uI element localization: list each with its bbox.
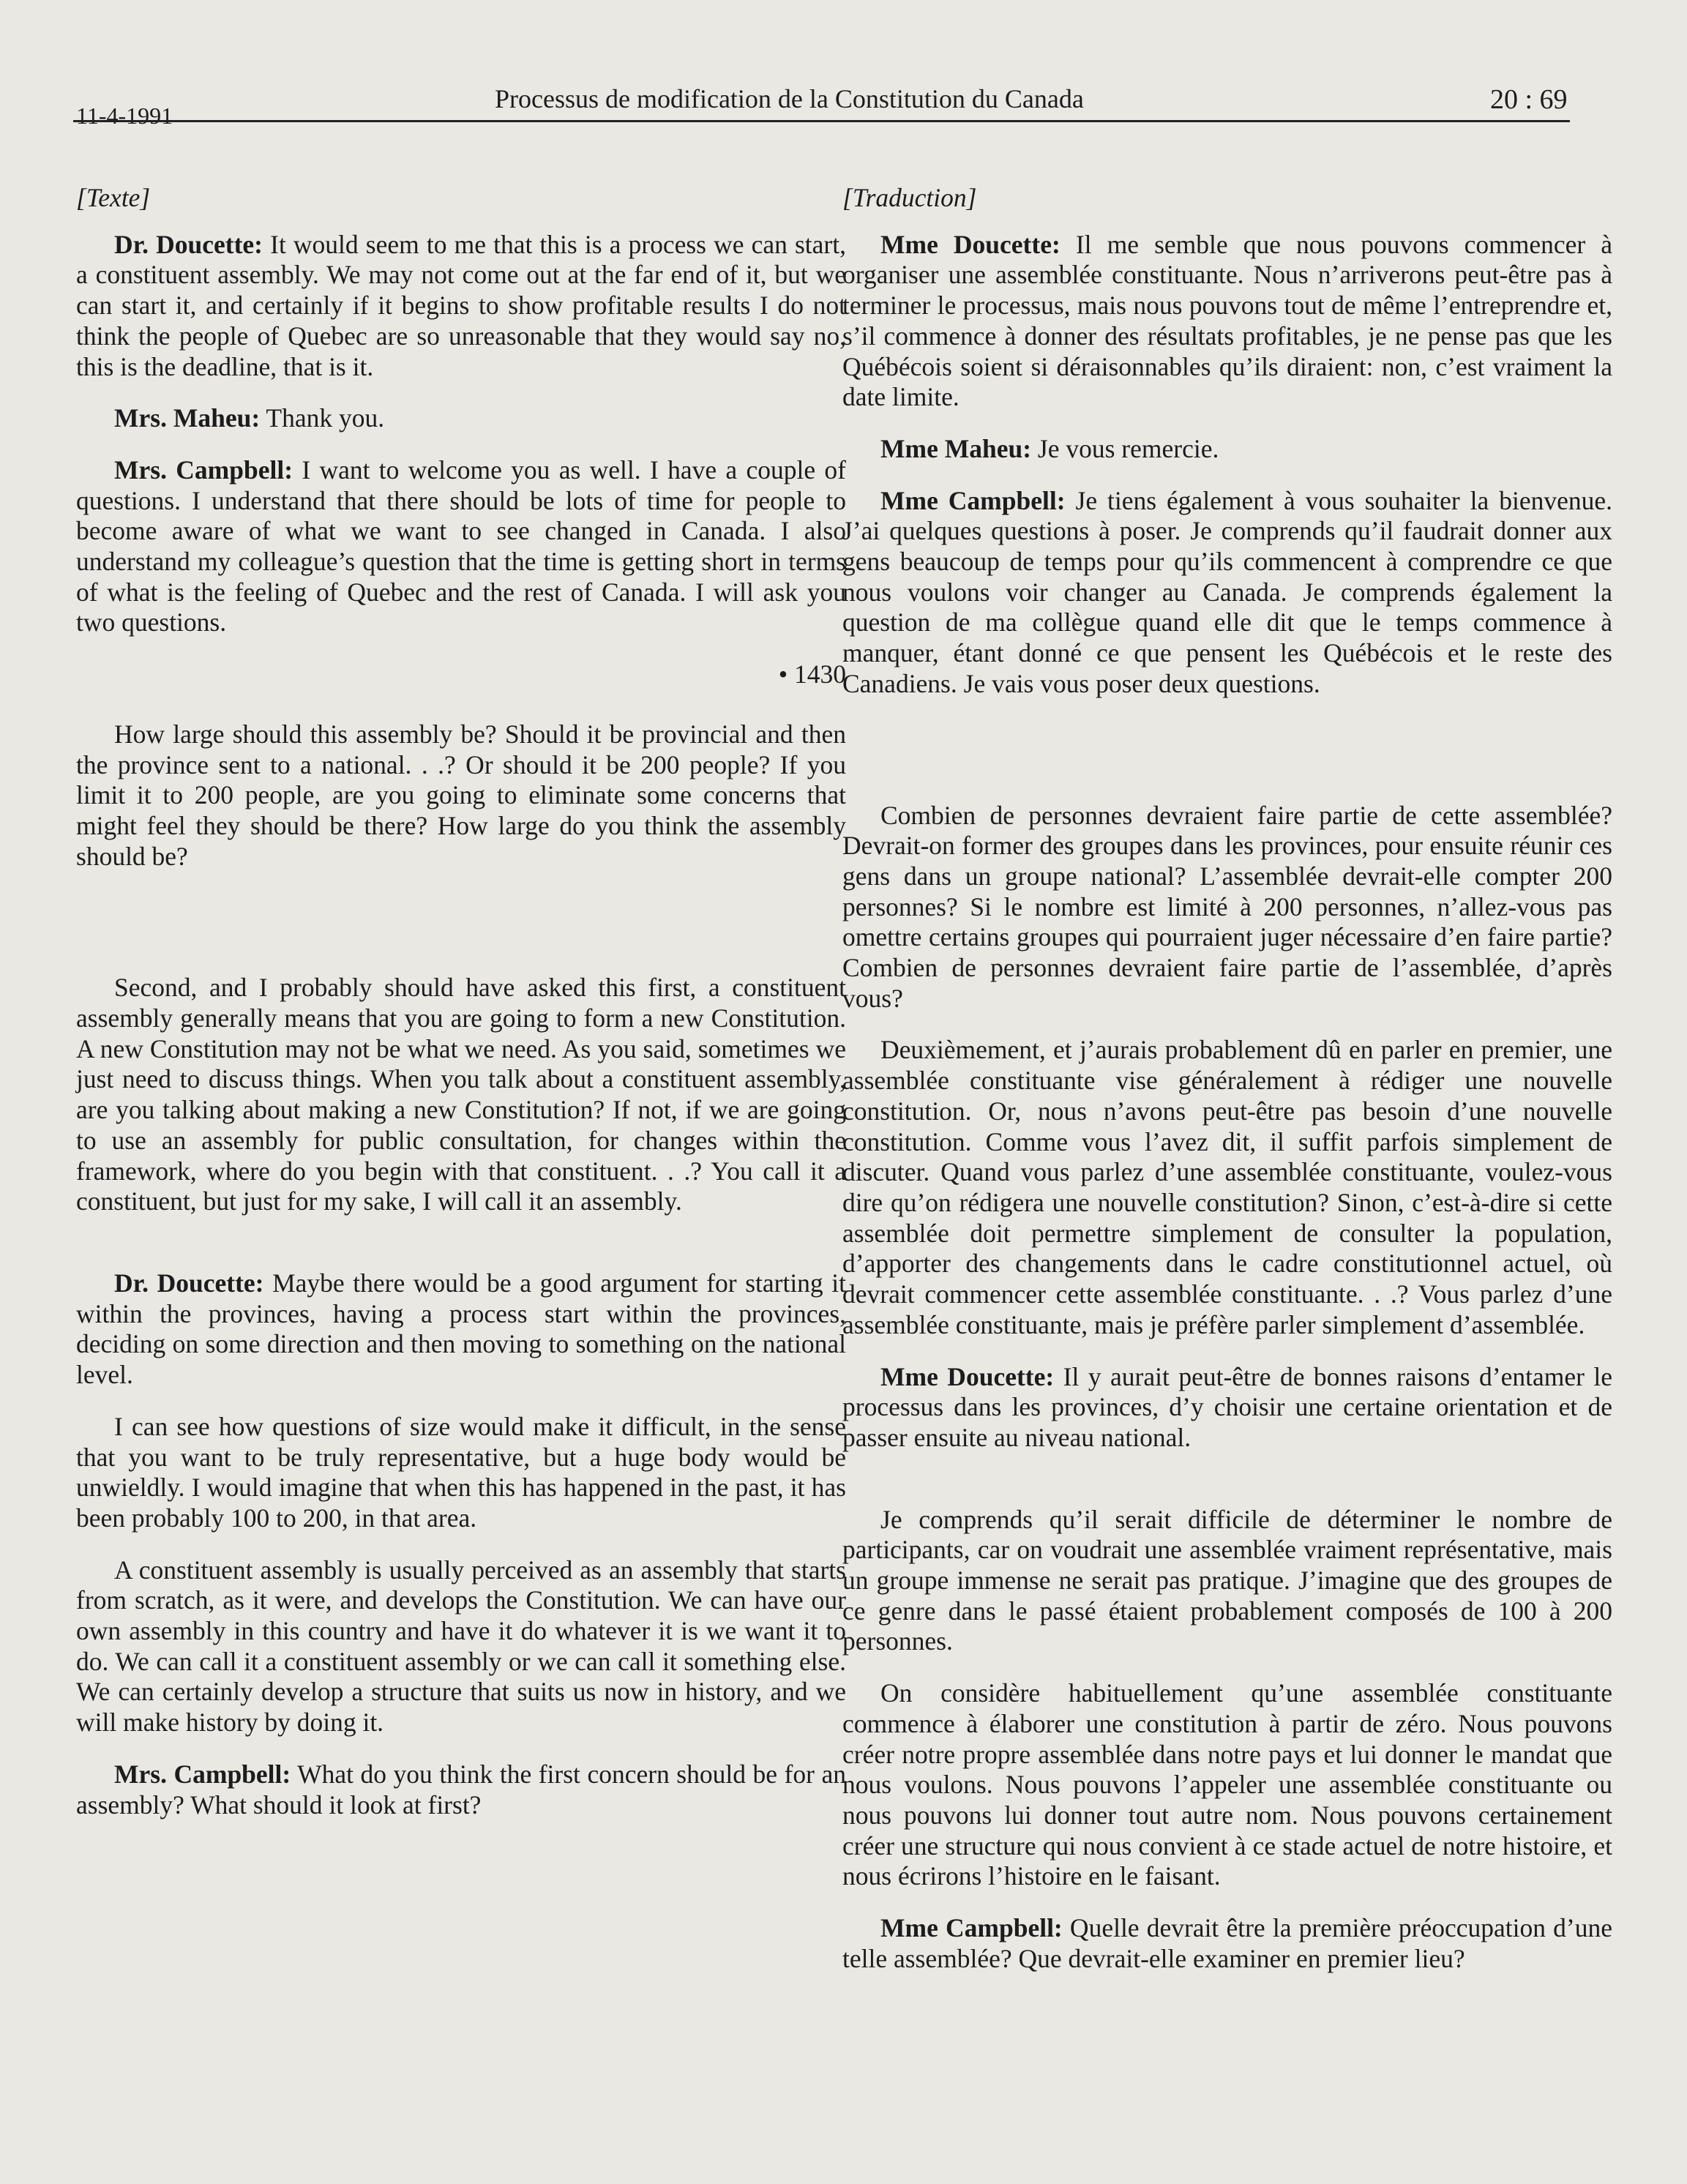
header-page-number: 20 : 69 xyxy=(1490,84,1568,115)
paragraph-text: Il y aurait peut-être de bonnes raisons d’entamer le processus dans les provinces, d’y choisir une certaine orientation et de passer ensuite au niveau national. xyxy=(842,1361,1613,1452)
paragraph xyxy=(76,455,846,638)
speaker-name: Dr. Doucette: xyxy=(114,229,263,259)
speaker-name: Mrs. Campbell: xyxy=(114,455,293,485)
paragraph-text: Thank you. xyxy=(260,403,385,433)
header-date: 11-4-1991 xyxy=(76,102,173,129)
paragraph xyxy=(76,1268,846,1391)
paragraph: Combien de personnes devraient faire partie de cette assemblée? Devrait-on former des groupes dans les provinces, pour ensuite réunir ces gens dans un groupe national? L’assemblée devrait-elle compter 200 personnes? Si le nombre est limité à 200 personnes, n’allez-vous pas omettre certains groupes qui pourraient juger nécessaire d’en faire partie? Combien de personnes devraient faire partie de l’assemblée, d’après vous? xyxy=(842,800,1612,1013)
paragraph xyxy=(842,434,1612,465)
paragraph: On considère habituellement qu’une assemblée constituante commence à élaborer une constitution à partir de zéro. Nous pouvons créer notre propre assemblée dans notre pays et lui donner le mandat que nous voulons. Nous pouvons l’appeler une assemblée constituante ou nous pouvons lui donner tout autre nom. Nous pouvons certainement créer une structure qui nous convient à ce stade actuel de notre histoire, et nous écrirons l’histoire en le faisant. xyxy=(842,1678,1612,1891)
paragraph xyxy=(842,230,1612,413)
speaker-name: Dr. Doucette: xyxy=(114,1268,264,1298)
paragraph-text: Quelle devrait être la première préoccupation d’une telle assemblée? Que devrait-elle examiner en premier lieu? xyxy=(842,1913,1613,1973)
paragraph-text: What do you think the first concern should be for an assembly? What should it look at first? xyxy=(76,1759,846,1820)
speaker-name: Mme Campbell: xyxy=(880,1913,1063,1943)
column-label: [Texte] xyxy=(76,183,151,212)
speaker-name: Mrs. Maheu: xyxy=(114,403,261,433)
paragraph xyxy=(842,1913,1612,1974)
paragraph: Je comprends qu’il serait difficile de déterminer le nombre de participants, car on voudrait une assemblée vraiment représentative, mais un groupe immense ne serait pas pratique. J’imagine que des groupes de ce genre dans le passé étaient probablement composés de 100 à 200 personnes. xyxy=(842,1504,1612,1656)
paragraph-text: Je tiens également à vous souhaiter la bienvenue. J’ai quelques questions à poser. Je comprends qu’il faudrait donner aux gens beaucoup de temps pour qu’ils commencent à comprendre ce que nous voulons voir changer au Canada. Je comprends également la question de ma collègue quand elle dit que le temps commence à manquer, étant donné ce que pensent les Québécois et le reste des Canadiens. Je vais vous poser deux questions. xyxy=(842,485,1612,698)
paragraph: I can see how questions of size would make it difficult, in the sense that you want to be truly representative, but a huge body would be unwieldly. I would imagine that when this has happened in the past, it has been probably 100 to 200, in that area. xyxy=(76,1411,846,1533)
english-column xyxy=(76,183,846,1841)
french-column xyxy=(842,183,1612,1995)
paragraph-text: I want to welcome you as well. I have a couple of questions. I understand that there should be lots of time for people to become aware of what we want to see changed in Canada. I also understand my colleague’s question that the time is getting short in terms of what is the feeling of Quebec and the rest of Canada. I will ask you two questions. xyxy=(76,455,846,637)
paragraph-text: Maybe there would be a good argument for starting it within the provinces, having a process start within the provinces, deciding on some direction and then moving to something on the national level. xyxy=(76,1268,846,1390)
speaker-name: Mrs. Campbell: xyxy=(114,1759,291,1789)
paragraph xyxy=(76,1759,846,1820)
paragraph: How large should this assembly be? Should it be provincial and then the province sent to a national. . .? Or should it be 200 people? If you limit it to 200 people, are you going to eliminate some concerns that might feel they should be there? How large do you think the assembly should be? xyxy=(76,719,846,871)
speaker-name: Mme Doucette: xyxy=(880,1361,1055,1391)
header-title: Processus de modification de la Constitution du Canada xyxy=(495,84,1084,113)
time-marker: • 1430 xyxy=(778,659,846,689)
paragraph xyxy=(76,230,846,383)
speaker-name: Mme Campbell: xyxy=(880,485,1066,515)
paragraph: A constituent assembly is usually perceived as an assembly that starts from scratch, as it were, and develops the Constitution. We can have our own assembly in this country and have it do whatever it is we want it to do. We can call it a constituent assembly or we can call it something else. We can certainly develop a structure that suits us now in history, and we will make history by doing it. xyxy=(76,1555,846,1738)
paragraph xyxy=(76,403,846,434)
paragraph-text: Il me semble que nous pouvons commencer à organiser une assemblée constituante. Nous n’arriverons peut-être pas à terminer le processus, mais nous pouvons tout de même l’entreprendre et, s’il commence à donner des résultats profitables, je ne pense pas que les Québécois soient si déraisonnables qu’ils diraient: non, c’est vraiment la date limite. xyxy=(842,229,1612,412)
paragraph-text: It would seem to me that this is a process we can start, a constituent assembly. We may not come out at the far end of it, but we can start it, and certainly if it begins to show profitable results I do not think the people of Quebec are so unreasonable that they would say no, this is the deadline, that is it. xyxy=(76,229,846,381)
paragraph xyxy=(842,1362,1612,1454)
column-label: [Traduction] xyxy=(842,183,977,212)
paragraph: Deuxièmement, et j’aurais probablement dû en parler en premier, une assemblée constituante vise généralement à rédiger une nouvelle constitution. Or, nous n’avons peut-être pas besoin d’une nouvelle constitution. Comme vous l’avez dit, il suffit parfois simplement de discuter. Quand vous parlez d’une assemblée constituante, voulez-vous dire qu’on rédigera une nouvelle constitution? Sinon, c’est-à-dire si cette assemblée doit permettre simplement de consulter la population, d’apporter des changements dans le cadre constitutionnel actuel, où devrait commencer cette assemblée constituante. . .? Vous parlez d’une assemblée constituante, mais je préfère parler simplement d’assemblée. xyxy=(842,1035,1612,1339)
speaker-name: Mme Doucette: xyxy=(880,229,1061,259)
paragraph-text: Je vous remercie. xyxy=(1031,433,1219,463)
paragraph: Second, and I probably should have asked this first, a constituent assembly generally means that you are going to form a new Constitution. A new Constitution may not be what we need. As you said, sometimes we just need to discuss things. When you talk about a constituent assembly, are you talking about making a new Constitution? If not, if we are going to use an assembly for public consultation, for changes within the framework, where do you begin with that constituent. . .? You call it a constituent, but just for my sake, I will call it an assembly. xyxy=(76,973,846,1216)
speaker-name: Mme Maheu: xyxy=(880,433,1032,463)
paragraph xyxy=(842,486,1612,700)
header-rule xyxy=(73,120,1570,122)
